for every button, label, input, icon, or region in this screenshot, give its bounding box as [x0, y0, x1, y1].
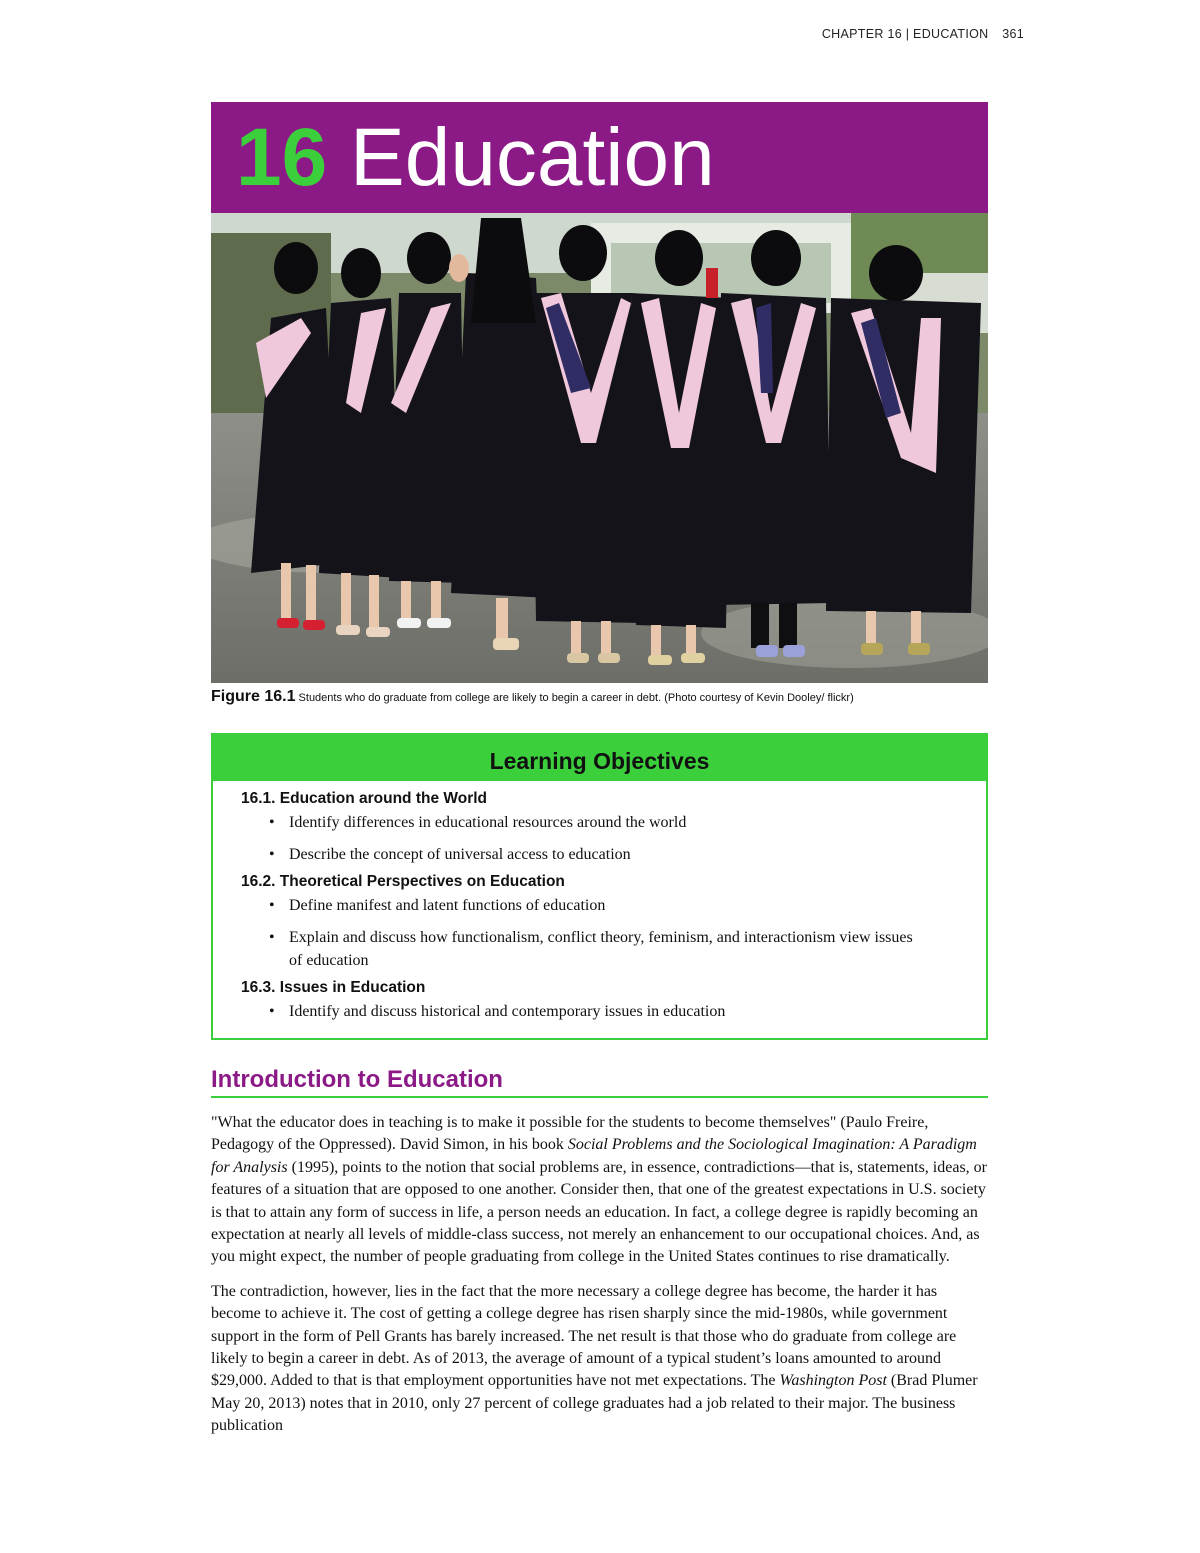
figure-photo-graduates	[211, 213, 988, 683]
objective-section	[241, 789, 986, 866]
paragraph-text: (Brad Plumer May 20, 2013) notes that in 2010, only 27 percent of college graduates had a job related to their major. The business publication	[211, 1372, 978, 1435]
figure-label: Figure 16.1	[211, 688, 296, 705]
section-heading: Introduction to Education	[211, 1064, 988, 1098]
paragraph-text: "What the educator does in teaching is to make it possible for the students to become themselves" (Paulo Freire, Pedagogy of the Oppressed). David Simon, in his book	[211, 1114, 929, 1154]
objective-section	[241, 872, 986, 972]
objective-item: • Describe the concept of universal access to education	[289, 843, 986, 866]
paragraph	[211, 1112, 988, 1269]
paragraph-text: The contradiction, however, lies in the fact that the more necessary a college degree has become, the harder it has become to achieve it. The cost of getting a college degree has risen sharply since the mid-1980s, while government support in the form of Pell Grants has barely increased. The net result is that those who do graduate from college are likely to begin a career in debt. As of 2013, the average of amount of a typical student’s loans amounted to around $29,000. Added to that is that employment opportunities have not met expectations. The	[211, 1282, 957, 1390]
objective-section	[241, 978, 986, 1023]
objective-section-title: 16.2. Theoretical Perspectives on Education	[241, 873, 565, 890]
running-header-chapter: CHAPTER 16 | EDUCATION	[821, 27, 989, 41]
figure-caption	[211, 689, 988, 706]
book-title: Social Problems and the Sociological Imagination: A Paradigm for Analysis	[211, 1136, 977, 1176]
objective-item: • Identify and discuss historical and contemporary issues in education	[289, 1000, 986, 1023]
publication-title: Washington Post	[779, 1372, 887, 1390]
objective-item: • Identify differences in educational resources around the world	[289, 811, 986, 834]
learning-objectives-box	[211, 733, 988, 1040]
objective-section-title: 16.3. Issues in Education	[241, 979, 426, 996]
chapter-name: Education	[350, 112, 715, 203]
learning-objectives-heading: Learning Objectives	[213, 735, 986, 781]
objective-item: • Define manifest and latent functions of education	[289, 894, 986, 917]
running-header	[822, 27, 1024, 41]
objective-item: • Explain and discuss how functionalism, conflict theory, feminism, and interactionism view issues of education	[289, 926, 929, 972]
body-text	[211, 1112, 988, 1450]
figure-caption-text: Students who do graduate from college are likely to begin a career in debt. (Photo courtesy of Kevin Dooley/ flickr)	[298, 692, 854, 704]
paragraph	[211, 1281, 988, 1438]
chapter-number: 16	[236, 112, 328, 203]
chapter-title	[236, 108, 715, 208]
objective-section-title: 16.1. Education around the World	[241, 790, 488, 807]
paragraph-text: (1995), points to the notion that social problems are, in essence, contradictions—that is, statements, ideas, or features of a situation that are opposed to one another. Consider then, that one of the greatest expectations in U.S. society is that to attain any form of success in life, a person needs an education. In fact, a college degree is rapidly becoming an expectation at nearly all levels of middle-class success, not merely an enhancement to our occupational choices. And, as you might expect, the number of people graduating from college in the United States continues to rise dramatically.	[211, 1158, 988, 1266]
page-number: 361	[1002, 27, 1024, 41]
